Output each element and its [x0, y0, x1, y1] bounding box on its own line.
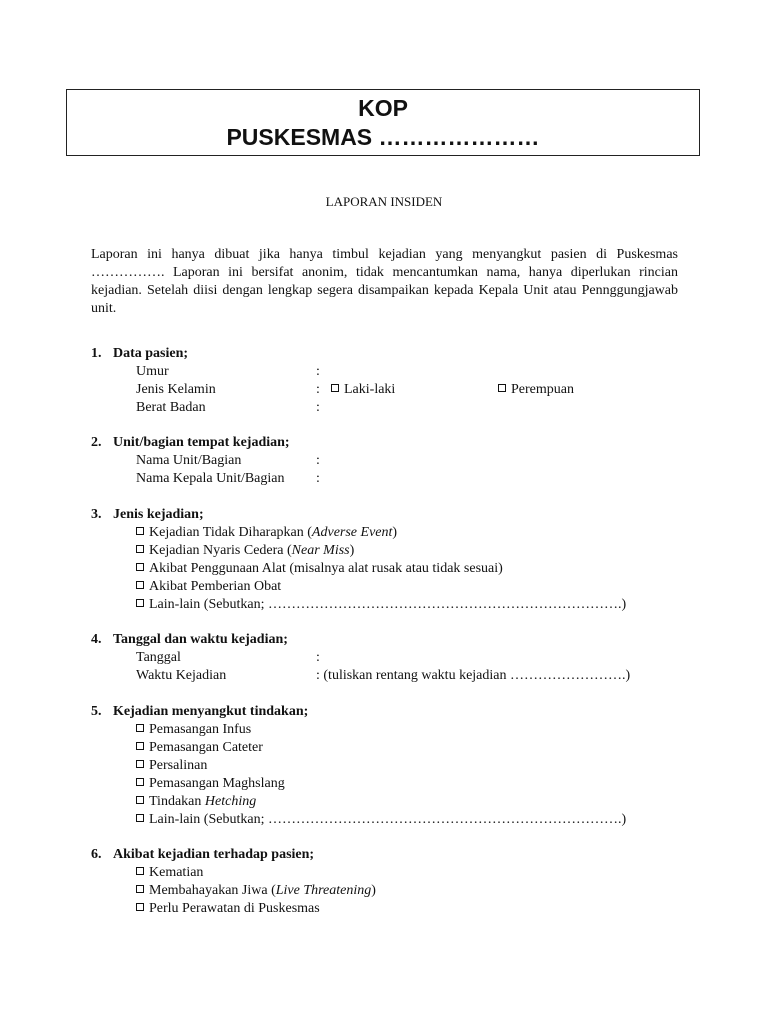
section-heading: 3. Jenis kejadian; [91, 507, 204, 522]
checkbox-icon[interactable] [136, 814, 144, 822]
field-nama-unit: Nama Unit/Bagian : [136, 453, 320, 468]
checkbox-icon[interactable] [136, 760, 144, 768]
section-heading: 5. Kejadian menyangkut tindakan; [91, 704, 309, 719]
section-heading: 4. Tanggal dan waktu kejadian; [91, 632, 288, 647]
option-tindakan-hetching[interactable]: Tindakan Hetching [91, 793, 691, 811]
kop-line2: PUSKESMAS ………………… [226, 124, 540, 150]
field-tanggal: Tanggal : [136, 650, 320, 665]
option-laki-laki[interactable]: Laki-laki [331, 381, 395, 399]
section-heading: 1. Data pasien; [91, 346, 189, 361]
checkbox-icon[interactable] [136, 742, 144, 750]
field-waktu-kejadian: Waktu Kejadian : (tuliskan rentang waktu kejadian …………………….) [136, 668, 631, 683]
checkbox-icon[interactable] [136, 885, 144, 893]
section-akibat-kejadian [91, 846, 691, 918]
option-perempuan[interactable]: Perempuan [498, 381, 574, 399]
option-akibat-obat[interactable]: Akibat Pemberian Obat [91, 578, 691, 596]
section-heading: 6. Akibat kejadian terhadap pasien; [91, 847, 315, 862]
option-maghslang[interactable]: Pemasangan Maghslang [91, 775, 691, 793]
section-jenis-kejadian [91, 506, 691, 614]
checkbox-icon[interactable] [136, 563, 144, 571]
checkbox-icon[interactable] [136, 867, 144, 875]
option-perlu-perawatan[interactable]: Perlu Perawatan di Puskesmas [91, 900, 691, 918]
checkbox-icon[interactable] [136, 581, 144, 589]
kop-line1: KOP [358, 95, 408, 121]
section-tindakan [91, 703, 691, 829]
checkbox-icon[interactable] [136, 599, 144, 607]
option-cateter[interactable]: Pemasangan Cateter [91, 739, 691, 757]
option-kematian[interactable]: Kematian [91, 864, 691, 882]
field-umur: Umur : [136, 364, 320, 379]
checkbox-icon[interactable] [136, 903, 144, 911]
checkbox-icon[interactable] [136, 527, 144, 535]
option-akibat-alat[interactable]: Akibat Penggunaan Alat (misalnya alat rusak atau tidak sesuai) [91, 560, 691, 578]
document-title: LAPORAN INSIDEN [325, 194, 443, 209]
checkbox-icon[interactable] [136, 796, 144, 804]
option-lain-lain[interactable]: Lain-lain (Sebutkan; ………………………………………………………………….) [91, 596, 691, 614]
field-berat-badan: Berat Badan : [136, 400, 320, 415]
checkbox-icon[interactable] [136, 778, 144, 786]
section-tanggal-waktu [91, 631, 691, 685]
section-heading: 2. Unit/bagian tempat kejadian; [91, 435, 290, 450]
option-persalinan[interactable]: Persalinan [91, 757, 691, 775]
section-unit-bagian [91, 434, 691, 488]
checkbox-icon[interactable] [136, 545, 144, 553]
field-nama-kepala-unit: Nama Kepala Unit/Bagian : [136, 471, 320, 486]
option-membahayakan-jiwa[interactable]: Membahayakan Jiwa (Live Threatening) [91, 882, 691, 900]
option-infus[interactable]: Pemasangan Infus [91, 721, 691, 739]
checkbox-icon[interactable] [498, 384, 506, 392]
field-jenis-kelamin: Jenis Kelamin : Laki-laki Perempuan [136, 382, 574, 397]
checkbox-icon[interactable] [331, 384, 339, 392]
kop-header-box [66, 89, 700, 156]
option-lain-lain[interactable]: Lain-lain (Sebutkan; ………………………………………………………………….) [91, 811, 691, 829]
option-ktd[interactable]: Kejadian Tidak Diharapkan (Adverse Event) [91, 524, 691, 542]
intro-paragraph: Laporan ini hanya dibuat jika hanya timbul kejadian yang menyangkut pasien di Puskesmas ……………. Laporan ini bersifat anonim, tidak mencantumkan nama, hanya diperlukan rincian kejadian. Setelah diisi dengan lengkap segera disampaikan kepada Kepala Unit atau Pennggungjawab unit. [91, 247, 678, 316]
checkbox-icon[interactable] [136, 724, 144, 732]
option-knc[interactable]: Kejadian Nyaris Cedera (Near Miss) [91, 542, 691, 560]
section-data-pasien [91, 345, 691, 417]
